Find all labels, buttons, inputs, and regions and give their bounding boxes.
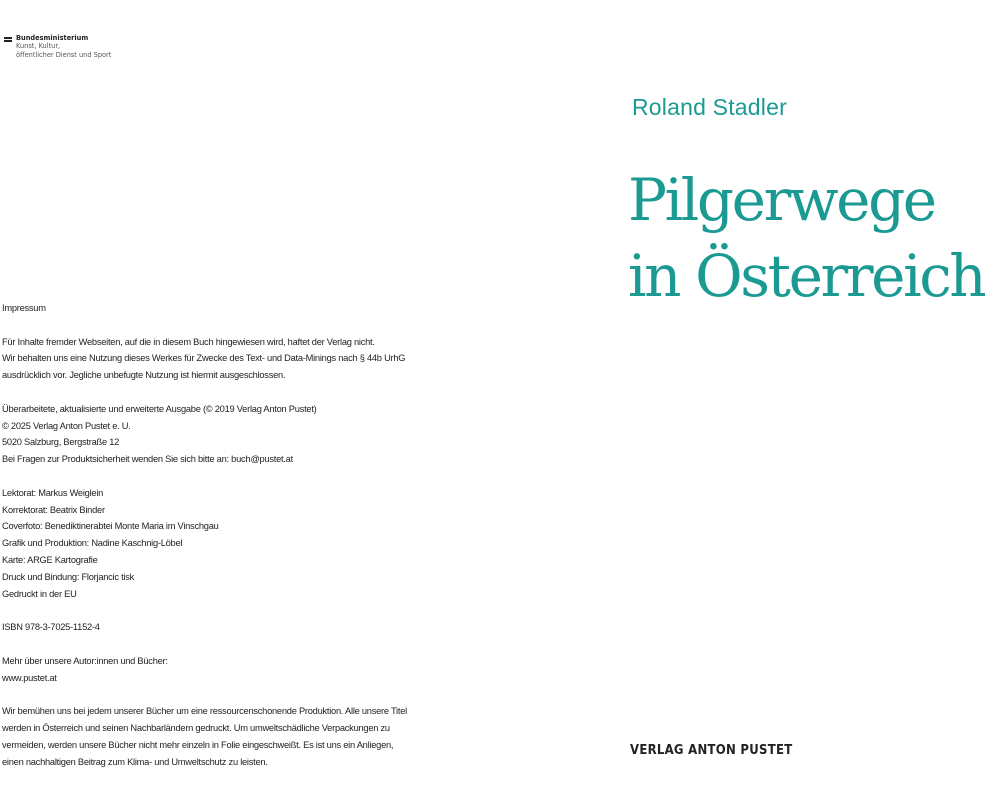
impressum-line: www.pustet.at <box>2 672 57 683</box>
impressum-line: © 2025 Verlag Anton Pustet e. U. <box>2 420 131 431</box>
impressum-line: ausdrücklich vor. Jegliche unbefugte Nutzung ist hiermit ausgeschlossen. <box>2 370 286 381</box>
author-name: Roland Stadler <box>632 94 787 120</box>
impressum-paragraph <box>2 300 402 317</box>
impressum-line: Korrektorat: Beatrix Binder <box>2 504 105 515</box>
impressum-line: Gedruckt in der EU <box>2 588 77 599</box>
book-title-line: in Österreich <box>628 242 985 310</box>
impressum-paragraph <box>2 401 402 468</box>
impressum-line: Grafik und Produktion: Nadine Kaschnig-Löbel <box>2 538 183 549</box>
publisher-logo: VERLAG ANTON PUSTET <box>630 743 793 758</box>
impressum-line: Wir behalten uns eine Nutzung dieses Werkes für Zwecke des Text- und Data-Minings nach § 44b UrhG <box>2 353 406 364</box>
austrian-flag-icon <box>4 37 12 42</box>
impressum-line: vermeiden, werden unsere Bücher nicht mehr einzeln in Folie eingeschweißt. Es ist uns ein Anliegen, <box>2 739 394 750</box>
impressum-paragraph <box>2 619 402 636</box>
book-title-line: Pilgerwege <box>628 166 935 234</box>
ministry-logo <box>4 34 111 59</box>
impressum-paragraph <box>2 703 407 770</box>
impressum-line: Karte: ARGE Kartografie <box>2 554 98 565</box>
impressum-line: Lektorat: Markus Weiglein <box>2 487 104 498</box>
impressum-line: Coverfoto: Benediktinerabtei Monte Maria im Vinschgau <box>2 521 219 532</box>
impressum-line: ISBN 978-3-7025-1152-4 <box>2 622 100 633</box>
impressum-line: Überarbeitete, aktualisierte und erweiterte Ausgabe (© 2019 Verlag Anton Pustet) <box>2 403 317 414</box>
impressum-line: Wir bemühen uns bei jedem unserer Bücher um eine ressourcenschonende Produktion. Alle unsere Titel <box>2 706 407 717</box>
impressum-line: Bei Fragen zur Produktsicherheit wenden Sie sich bitte an: buch@pustet.at <box>2 454 293 465</box>
impressum-line: 5020 Salzburg, Bergstraße 12 <box>2 437 120 448</box>
impressum-line: werden in Österreich und seinen Nachbarländern gedruckt. Um umweltschädliche Verpackungen zu <box>2 722 390 733</box>
book-title <box>628 162 984 314</box>
ministry-name <box>16 34 111 59</box>
ministry-line: Kunst, Kultur, <box>16 42 61 51</box>
impressum-line: einen nachhaltigen Beitrag zum Klima- und Umweltschutz zu leisten. <box>2 756 268 767</box>
impressum-paragraph <box>2 653 402 687</box>
ministry-line: öffentlicher Dienst und Sport <box>16 50 112 59</box>
impressum-line: Impressum <box>2 303 46 313</box>
ministry-line: Bundesministerium <box>16 34 89 42</box>
impressum-line: Mehr über unsere Autor:innen und Bücher: <box>2 655 168 666</box>
impressum-block <box>2 300 407 770</box>
impressum-paragraph <box>2 485 402 603</box>
impressum-line: Druck und Bindung: Florjancic tisk <box>2 571 135 582</box>
impressum-paragraph <box>2 334 406 384</box>
impressum-line: Für Inhalte fremder Webseiten, auf die in diesem Buch hingewiesen wird, haftet der Verlag nicht. <box>2 336 375 347</box>
